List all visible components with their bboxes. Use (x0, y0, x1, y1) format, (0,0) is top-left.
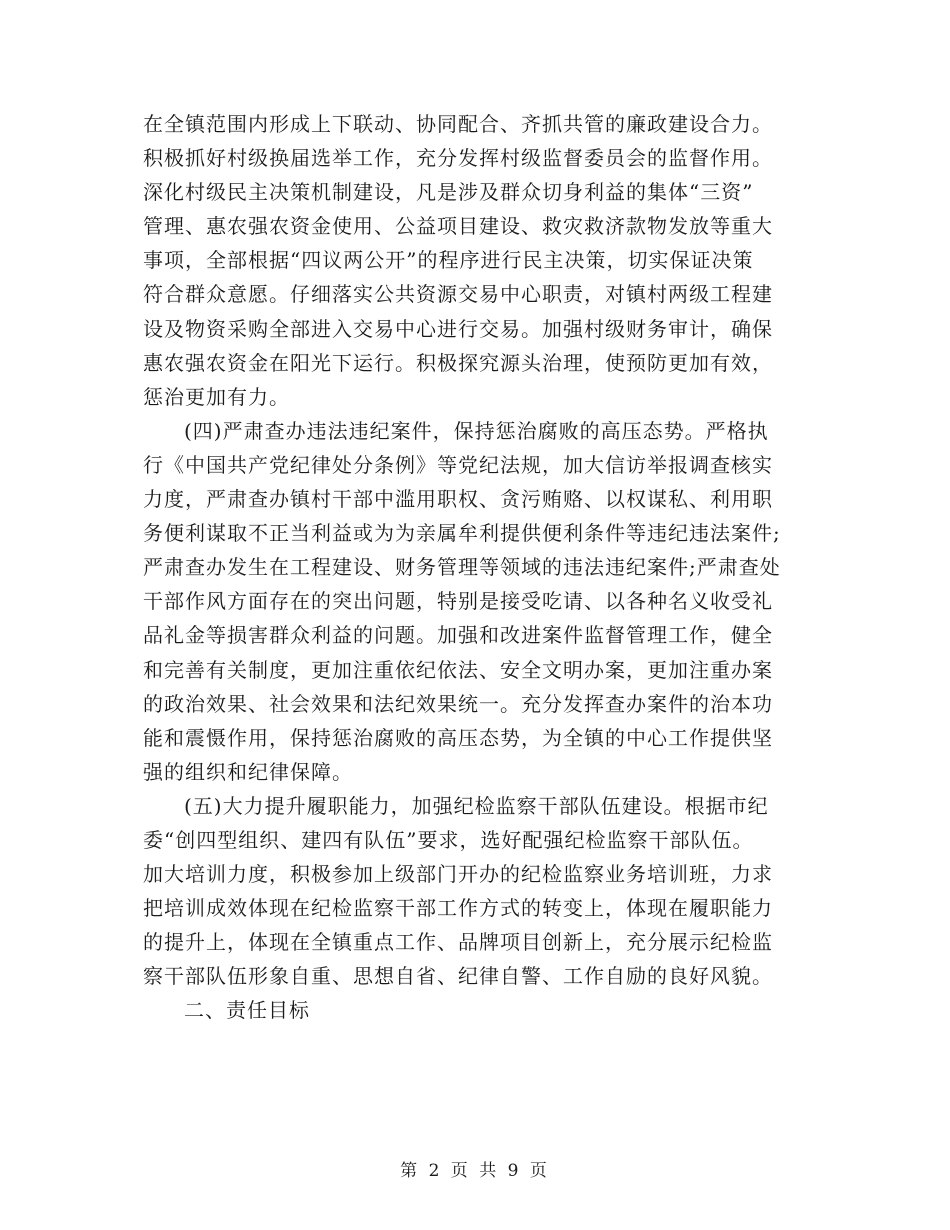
text-line: 惠农强农资金在阳光下运行。积极探究源头治理，使预防更加有效， (143, 350, 773, 375)
paragraph (143, 107, 807, 414)
text-line: 严肃查办发生在工程建设、财务管理等领域的违法违纪案件;严肃查处 (143, 555, 781, 580)
document-body (143, 107, 807, 1028)
text-line: 能和震慑作用，保持惩治腐败的高压态势，为全镇的中心工作提供坚 (143, 725, 773, 750)
paragraph (143, 414, 807, 789)
text-line: 察干部队伍形象自重、思想自省、纪律自警、工作自励的良好风貌。 (143, 964, 773, 989)
text-line: 的政治效果、社会效果和法纪效果统一。充分发挥查办案件的治本功 (143, 691, 773, 716)
text-line: 事项，全部根据“四议两公开”的程序进行民主决策，切实保证决策 (143, 248, 754, 273)
text-line: 委“创四型组织、建四有队伍”要求，选好配强纪检监察干部队伍。 (143, 827, 754, 852)
page-number-footer: 第 2 页 共 9 页 (400, 1161, 550, 1181)
text-line: 力度，严肃查办镇村干部中滥用职权、贪污贿赂、以权谋私、利用职 (143, 487, 773, 512)
text-line: 的提升上，体现在全镇重点工作、品牌项目创新上，充分展示纪检监 (143, 930, 773, 955)
text-line: 深化村级民主决策机制建设，凡是涉及群众切身利益的集体“三资” (143, 180, 754, 205)
text-line: 加大培训力度，积极参加上级部门开办的纪检监察业务培训班，力求 (143, 862, 773, 887)
section-heading-text: 二、责任目标 (184, 998, 310, 1023)
text-line: 行《中国共产党纪律处分条例》等党纪法规，加大信访举报调查核实 (143, 452, 773, 477)
text-line: 干部作风方面存在的突出问题，特别是接受吃请、以各种名义收受礼 (143, 589, 773, 614)
text-line: 在全镇范围内形成上下联动、协同配合、齐抓共管的廉政建设合力。 (143, 112, 773, 136)
text-line: 符合群众意愿。仔细落实公共资源交易中心职责，对镇村两级工程建 (143, 282, 773, 307)
text-line: (五)大力提升履职能力，加强纪检监察干部队伍建设。根据市纪 (184, 793, 769, 818)
text-line: (四)严肃查办违法违纪案件，保持惩治腐败的高压态势。严格执 (184, 418, 769, 443)
text-line: 积极抓好村级换届选举工作，充分发挥村级监督委员会的监督作用。 (143, 146, 773, 171)
text-line: 设及物资采购全部进入交易中心进行交易。加强村级财务审计，确保 (143, 316, 773, 341)
text-line: 品礼金等损害群众利益的问题。加强和改进案件监督管理工作，健全 (143, 623, 773, 648)
text-line: 惩治更加有力。 (143, 384, 290, 409)
section-heading (143, 993, 807, 1027)
text-line: 和完善有关制度，更加注重依纪依法、安全文明办案，更加注重办案 (143, 657, 773, 682)
text-line: 把培训成效体现在纪检监察干部工作方式的转变上，体现在履职能力 (143, 896, 773, 921)
text-line: 强的组织和纪律保障。 (143, 759, 353, 784)
paragraph (143, 789, 807, 994)
text-line: 务便利谋取不正当利益或为为亲属牟利提供便利条件等违纪违法案件; (143, 521, 781, 546)
text-line: 管理、惠农强农资金使用、公益项目建设、救灾救济款物发放等重大 (143, 214, 773, 239)
